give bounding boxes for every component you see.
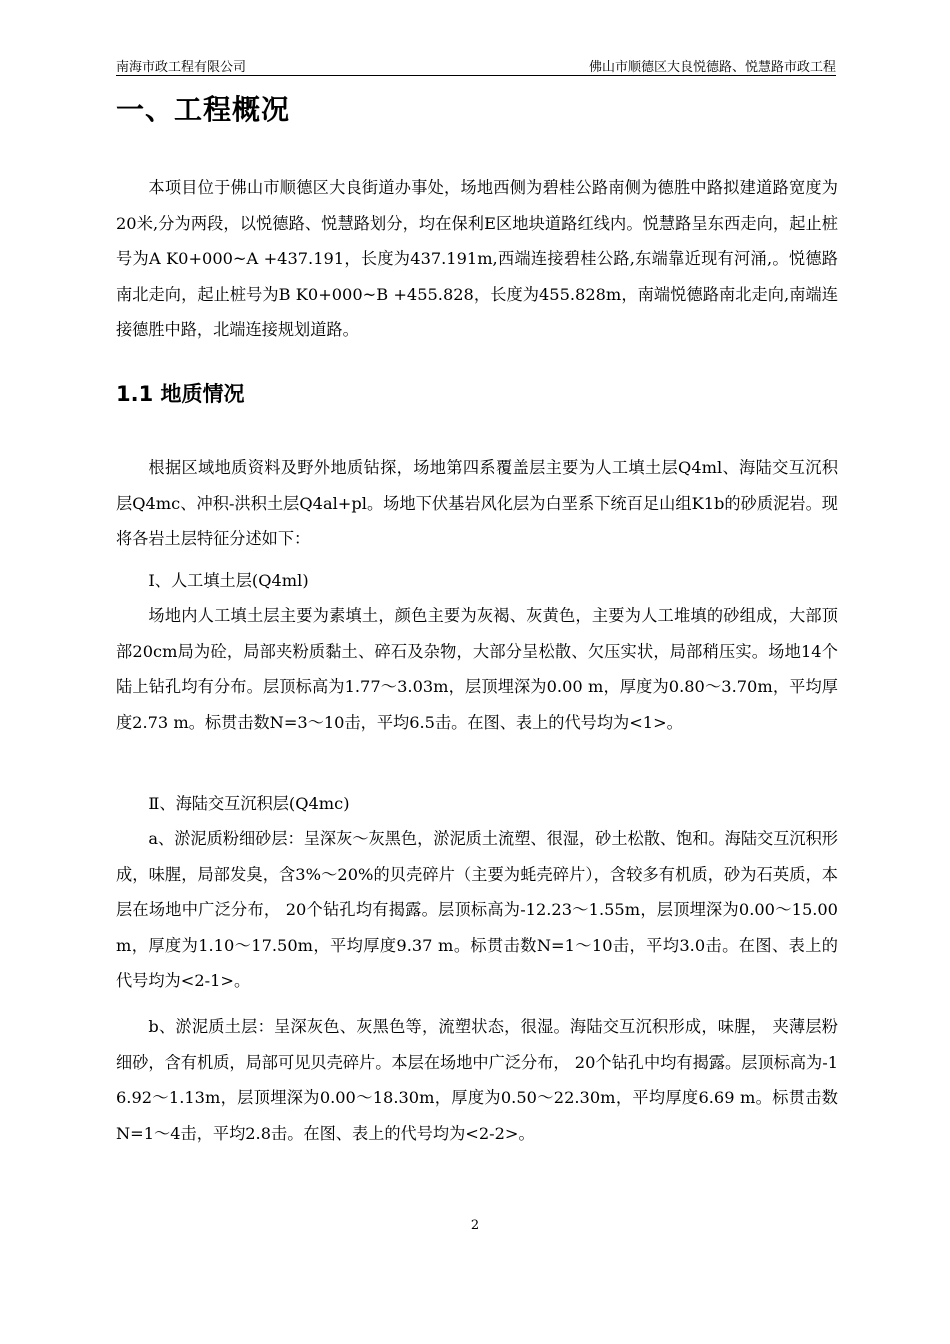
layer2-title: Ⅱ、海陆交互沉积层(Q4mc): [148, 794, 350, 813]
geology-intro-paragraph: 根据区域地质资料及野外地质钻探，场地第四系覆盖层主要为人工填土层Q4ml、海陆交互沉积层Q4mc、冲积-洪积土层Q4al+pl。场地下伏基岩风化层为白垩系下统百足山组K1b的砂质泥岩。现将各岩土层特征分述如下：: [116, 458, 838, 548]
page-number: 2: [470, 1218, 480, 1233]
layer1-paragraph: 场地内人工填土层主要为素填土，颜色主要为灰褐、灰黄色，主要为人工堆填的砂组成，大部顶部20cm局为砼，局部夹粉质黏土、碎石及杂物，大部分呈松散、欠压实状，局部稍压实。场地14个陆上钻孔均有分布。层顶标高为1.77～3.03m，层顶埋深为0.00 m，厚度为0.80～3.70m，平均厚度2.73 m。标贯击数N=3～10击，平均6.5击。在图、表上的代号均为<1>。: [116, 606, 838, 732]
page-header: [116, 53, 836, 76]
header-company: 南海市政工程有限公司: [116, 60, 247, 75]
section-title: 一、工程概况: [116, 93, 291, 126]
layer2b-paragraph: b、淤泥质土层：呈深灰色、灰黑色等，流塑状态，很湿。海陆交互沉积形成，味腥， 夹薄层粉细砂，含有机质，局部可见贝壳碎片。本层在场地中广泛分布， 20个钻孔中均有揭露。层顶标高为-16.92～1.13m，层顶埋深为0.00～18.30m，厚度为0.50～22.30m，平均厚度6.69 m。标贯击数N=1～4击，平均2.8击。在图、表上的代号均为<2-2>。: [116, 1017, 838, 1143]
layer1-title: Ⅰ、人工填土层(Q4ml): [148, 571, 309, 590]
header-project: 佛山市顺德区大良悦德路、悦慧路市政工程: [588, 60, 836, 75]
overview-paragraph: 本项目位于佛山市顺德区大良街道办事处，场地西侧为碧桂公路南侧为德胜中路拟建道路宽度为20米,分为两段，以悦德路、悦慧路划分，均在保利E区地块道路红线内。悦慧路呈东西走向，起止桩号为A K0+000~A +437.191，长度为437.191m,西端连接碧桂公路,东端靠近现有河涌,。悦德路南北走向，起止桩号为B K0+000~B +455.828，长度为455.828m，南端悦德路南北走向,南端连接德胜中路，北端连接规划道路。: [116, 178, 838, 339]
subsection-title: 1.1 地质情况: [116, 382, 245, 406]
layer2a-paragraph: a、淤泥质粉细砂层：呈深灰～灰黑色，淤泥质土流塑、很湿，砂土松散、饱和。海陆交互沉积形成，味腥，局部发臭，含3%～20%的贝壳碎片（主要为蚝壳碎片），含较多有机质，砂为石英质，本层在场地中广泛分布， 20个钻孔均有揭露。层顶标高为-12.23～1.55m，层顶埋深为0.00～15.00m，厚度为1.10～17.50m，平均厚度9.37 m。标贯击数N=1～10击，平均3.0击。在图、表上的代号均为<2-1>。: [116, 829, 838, 990]
